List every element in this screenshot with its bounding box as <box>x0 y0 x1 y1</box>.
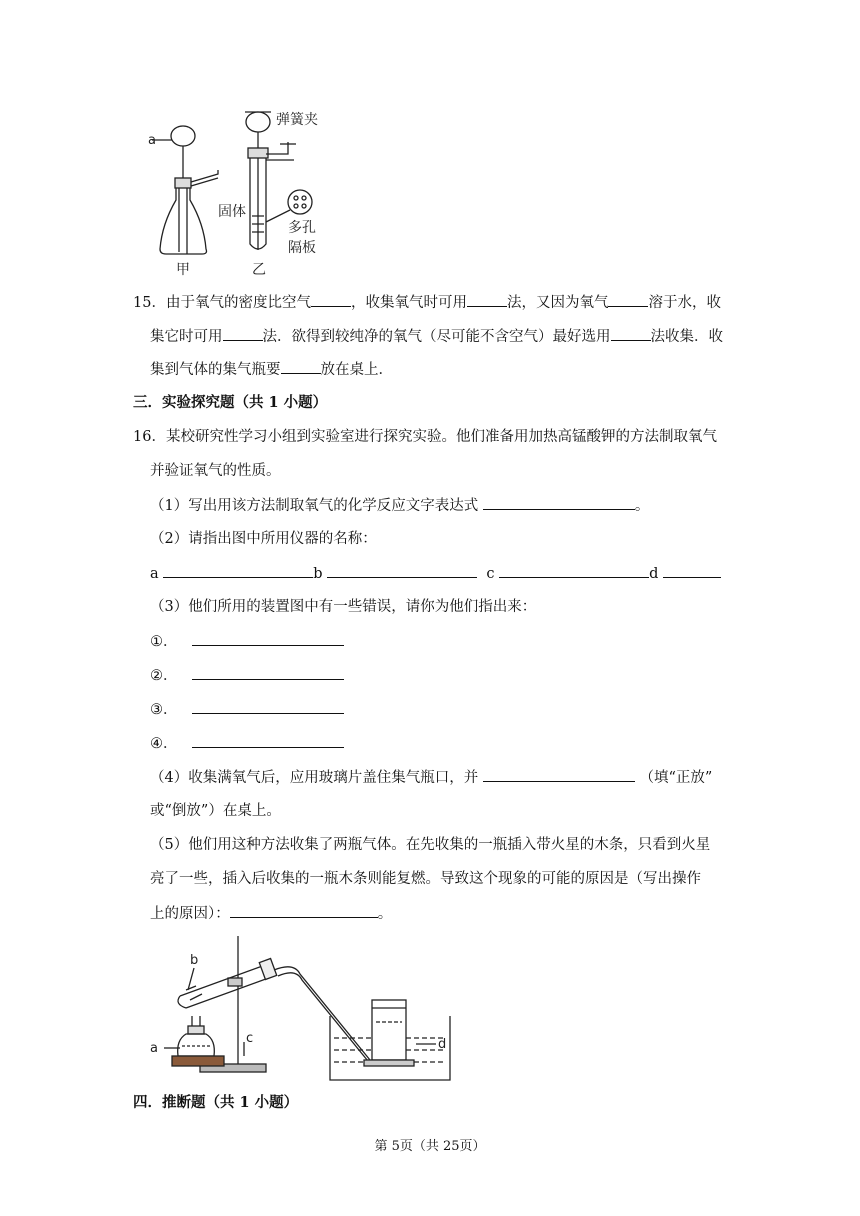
error-item-2: ②． <box>150 665 344 686</box>
answer-blank[interactable] <box>192 733 344 748</box>
label-b-bottom: b <box>190 953 199 968</box>
error-item-4: ④． <box>150 733 344 754</box>
q16-part-5-line-1: （5）他们用这种方法收集了两瓶气体。在先收集的一瓶插入带火星的木条，只看到火星 <box>150 837 711 853</box>
label-porous-1: 多孔 <box>288 220 316 236</box>
error-item-1: ①． <box>150 631 344 652</box>
answer-blank[interactable] <box>311 292 351 307</box>
q16-part-3: （3）他们所用的装置图中有一些错误，请你为他们指出来： <box>150 599 537 615</box>
q16-instrument-names: a b c d <box>150 563 721 584</box>
answer-blank[interactable] <box>608 292 648 307</box>
q16-part-1: （1）写出用该方法制取氧气的化学反应文字表达式 。 <box>150 495 649 516</box>
flask-jia <box>152 126 218 254</box>
page-footer: 第 5页（共 25页） <box>374 1139 486 1154</box>
label-a-bottom: a <box>150 1041 158 1056</box>
answer-blank[interactable] <box>192 631 344 646</box>
answer-blank[interactable] <box>467 292 507 307</box>
label-solid: 固体 <box>218 204 246 220</box>
section-4-heading: 四．推断题（共 1 小题） <box>133 1094 299 1111</box>
q16-part-5-line-2: 亮了一些，插入后收集的一瓶木条则能复燃。导致这个现象的可能的原因是（写出操作 <box>150 871 701 887</box>
q16-part-4-line-1: （4）收集满氧气后，应用玻璃片盖住集气瓶口，并 （填“正放” <box>150 767 712 788</box>
label-a-top: a <box>148 133 156 148</box>
q16-part-5-line-3: 上的原因）： 。 <box>150 903 392 924</box>
collecting-bottle <box>364 1000 414 1066</box>
q16-part-2: （2）请指出图中所用仪器的名称： <box>150 531 377 547</box>
label-yi: 乙 <box>252 262 266 278</box>
answer-blank[interactable] <box>483 767 635 782</box>
label-clamp: 弹簧夹 <box>276 112 318 128</box>
apparatus-figure-top <box>140 104 340 280</box>
section-3-heading: 三．实验探究题（共 1 小题） <box>133 394 328 411</box>
answer-blank[interactable] <box>163 563 313 578</box>
q15-line-3: 集到气体的集气瓶要 放在桌上． <box>150 359 393 380</box>
apparatus-figure-bottom <box>140 930 460 1090</box>
alcohol-lamp <box>178 1016 215 1056</box>
q15-line-1: 15．由于氧气的密度比空气 ，收集氧气时可用 法，又因为氧气 溶于水，收 <box>133 292 721 313</box>
q16-line-2: 并验证氧气的性质。 <box>150 463 281 479</box>
q15-line-2: 集它时可用 法．欲得到较纯净的氧气（尽可能不含空气）最好选用 法收集．收 <box>150 326 723 347</box>
answer-blank[interactable] <box>611 326 651 341</box>
error-item-3: ③． <box>150 699 344 720</box>
label-c-bottom: c <box>246 1031 254 1046</box>
answer-blank[interactable] <box>192 699 344 714</box>
label-d-bottom: d <box>438 1037 447 1052</box>
label-porous-2: 隔板 <box>288 240 316 256</box>
answer-blank[interactable] <box>230 903 378 918</box>
answer-blank[interactable] <box>483 495 635 510</box>
q16-line-1: 16．某校研究性学习小组到实验室进行探究实验。他们准备用加热高锰酸钾的方法制取氧气 <box>133 429 717 445</box>
answer-blank[interactable] <box>327 563 477 578</box>
q16-part-4-line-2: 或“倒放”）在桌上。 <box>150 803 281 819</box>
answer-blank[interactable] <box>499 563 649 578</box>
answer-blank[interactable] <box>192 665 344 680</box>
label-jia: 甲 <box>176 262 190 278</box>
answer-blank[interactable] <box>663 563 721 578</box>
answer-blank[interactable] <box>223 326 263 341</box>
answer-blank[interactable] <box>281 359 321 374</box>
